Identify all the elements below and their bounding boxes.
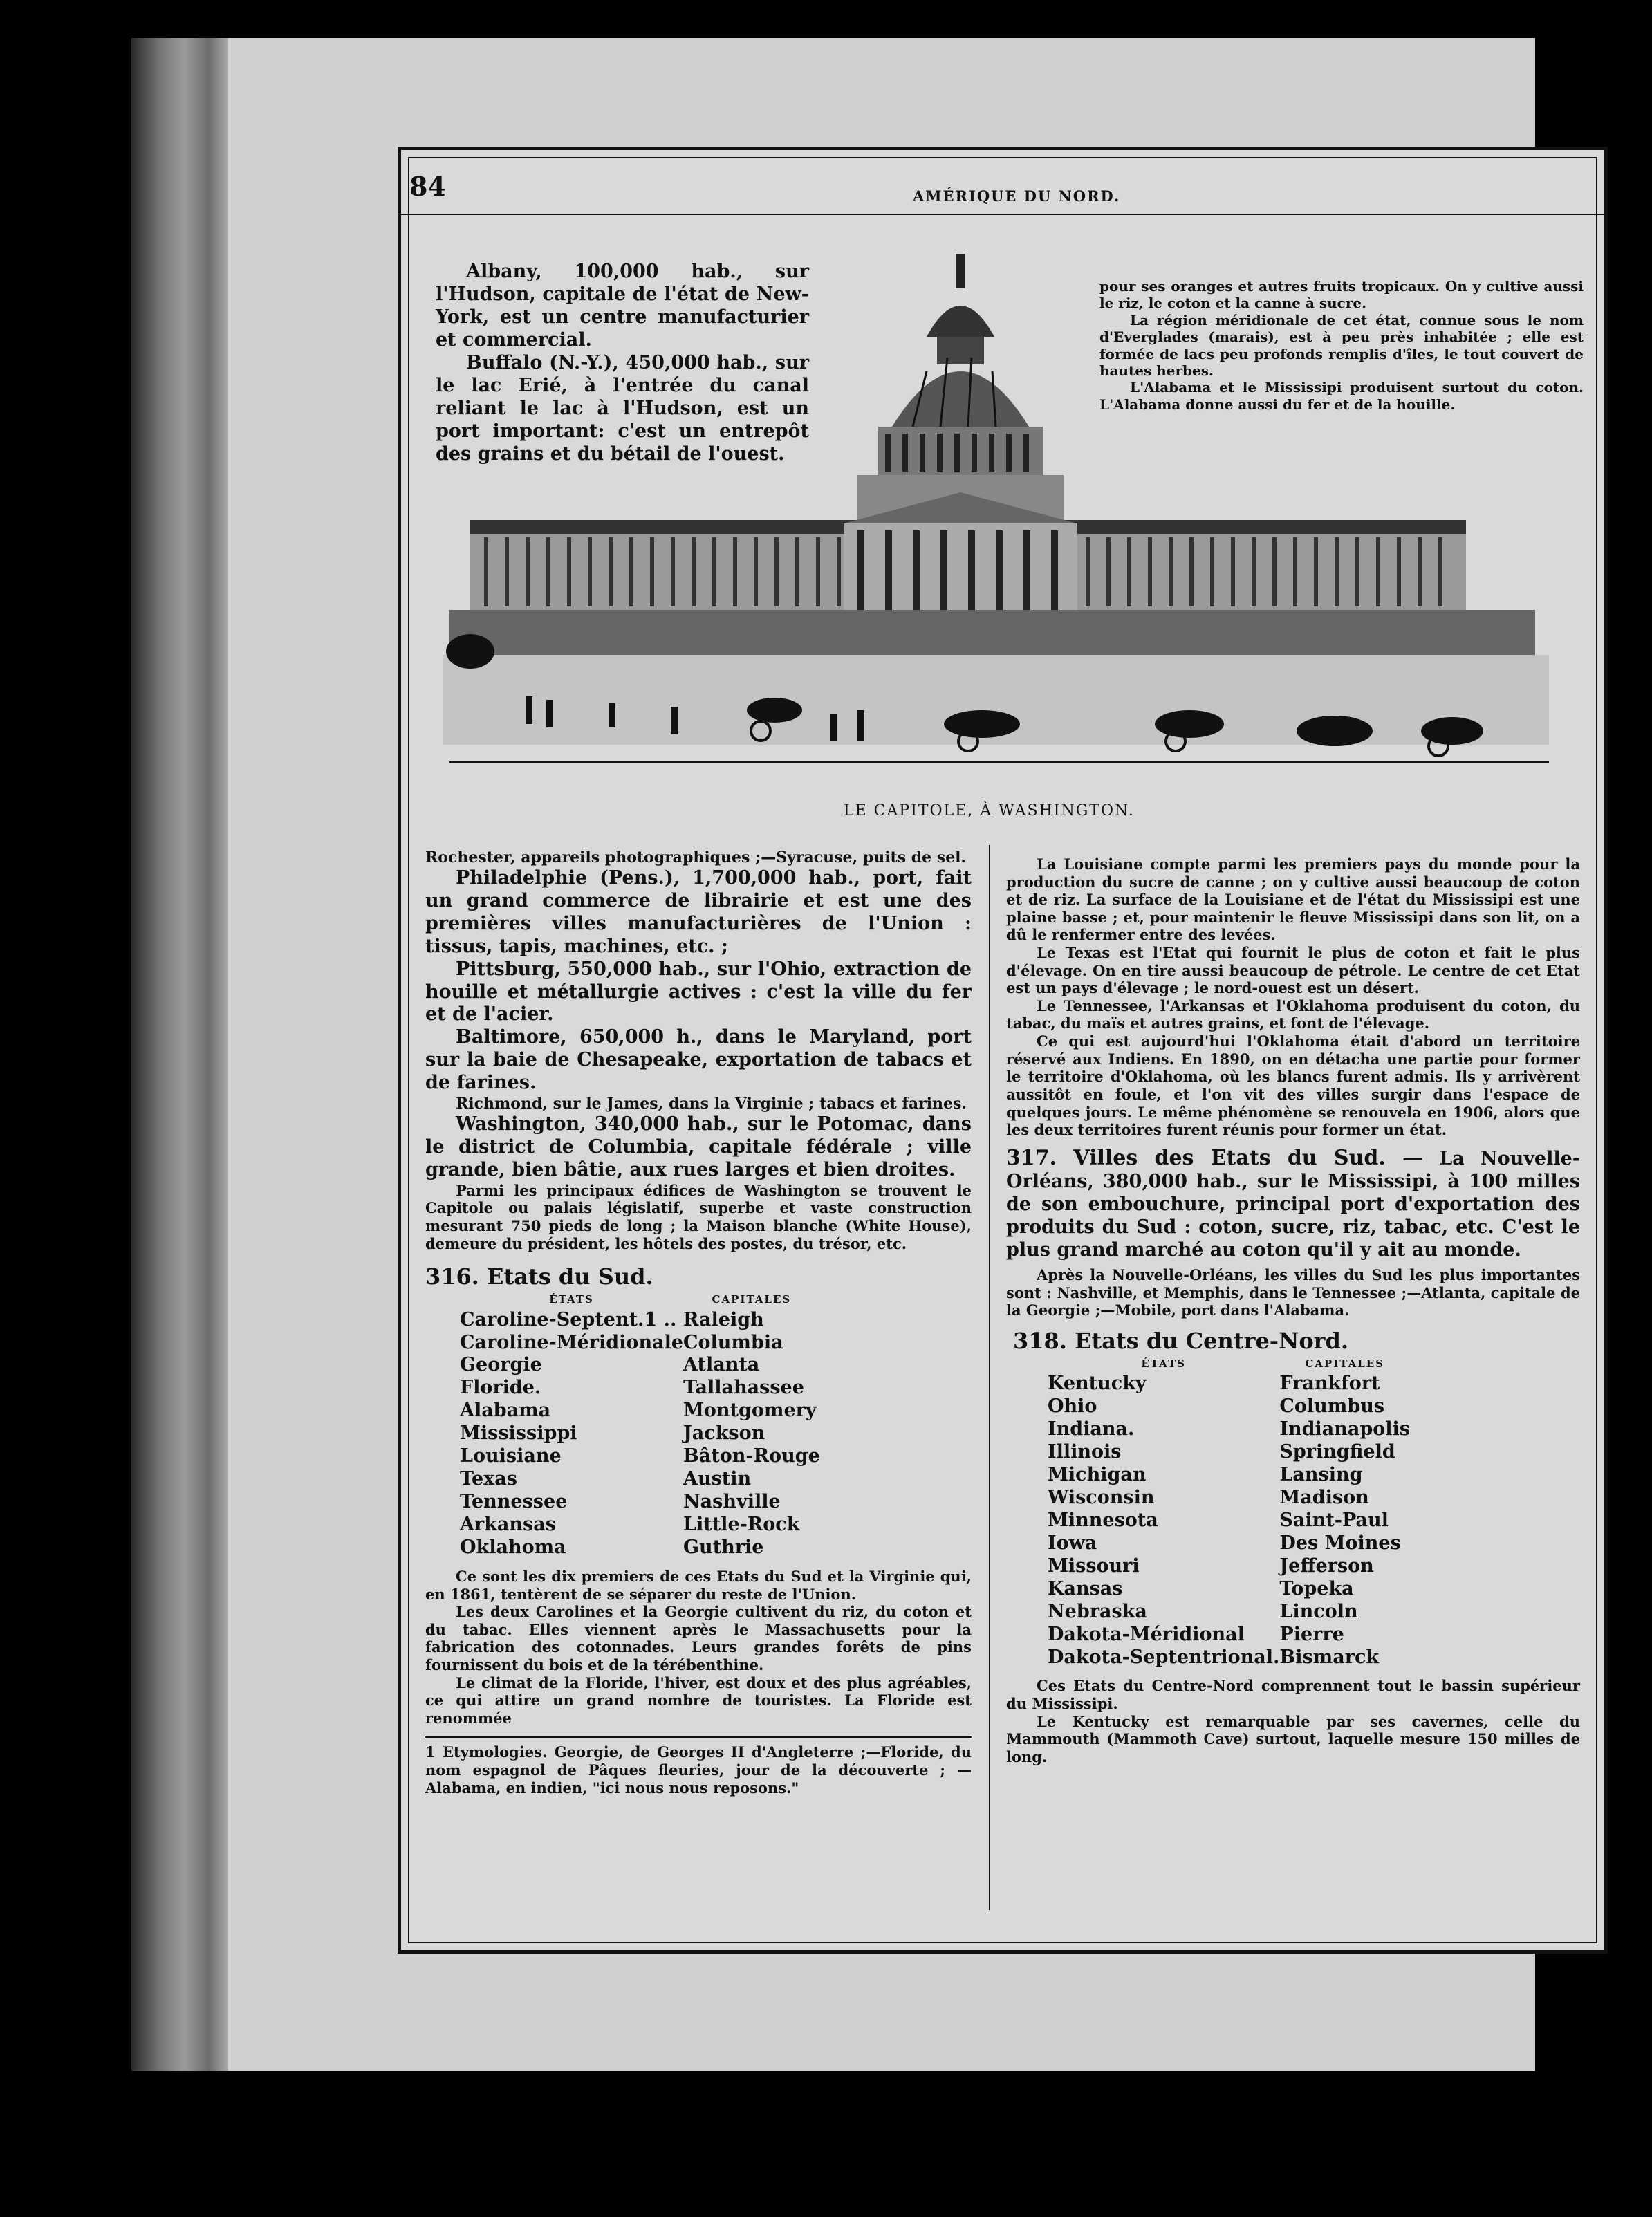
table-row: Alabama Montgomery xyxy=(460,1400,817,1422)
paragraph: Richmond, sur le James, dans la Virginie ; tabacs et farines. xyxy=(456,1095,967,1113)
footnote-rule xyxy=(425,1736,972,1738)
paragraph: Rochester, appareils photographiques ;—Syracuse, puits de sel. xyxy=(425,848,967,866)
table-row: Kansas Topeka xyxy=(1048,1577,1354,1599)
states-table-centre-north xyxy=(1048,1355,1410,1669)
running-head: AMÉRIQUE DU NORD. xyxy=(913,187,1121,205)
table-row: Texas Austin xyxy=(460,1468,752,1490)
section-317-text: La Nouvelle-Orléans, 380,000 hab., sur le Mississipi, à 100 milles de son embouchure, principal port d'exportation des produits du Sud : coton, sucre, riz, tabac, etc. C'est le plus grand marché au coton qu'il y ait au monde. xyxy=(1006,1147,1580,1261)
paragraph: pour ses oranges et autres fruits tropicaux. On y cultive aussi le riz, le coton et la canne à sucre. xyxy=(1099,278,1584,312)
paragraph: L'Alabama et le Mississipi produisent surtout du coton. L'Alabama donne aussi du fer et de la houille. xyxy=(1099,379,1584,413)
table-row: Arkansas Little-Rock xyxy=(460,1514,800,1536)
paragraph: Parmi les principaux édifices de Washington se trouvent le Capitole ou palais législatif, superbe et vaste construction mesurant 750 pieds de long ; la Maison blanche (White House), demeure du président, les hôtels des postes, du trésor, etc. xyxy=(425,1181,972,1252)
table-row: Louisiane Bâton-Rouge xyxy=(460,1445,820,1467)
section-heading-317: 317. Villes des Etats du Sud. — xyxy=(1006,1145,1424,1170)
column-divider xyxy=(989,845,990,1910)
page-frame xyxy=(398,147,1608,1954)
table-header: CAPITALES xyxy=(712,1293,792,1306)
table-row: Caroline-Septent.1 .. Raleigh xyxy=(460,1308,764,1330)
table-row: Indiana. Indianapolis xyxy=(1048,1418,1411,1440)
section-317 xyxy=(1006,1146,1580,1262)
states-table-south xyxy=(460,1290,820,1559)
table-row: Michigan Lansing xyxy=(1048,1464,1363,1485)
table-row: Caroline-Méridionale Columbia xyxy=(460,1331,783,1353)
footnote: 1 Etymologies. Georgie, de Georges II d'Angleterre ;—Floride, du nom espagnol de Pâques fleuries, jour de la découverte ; — Alabama, en indien, "ici nous nous reposons." xyxy=(425,1743,972,1797)
paragraph: Le climat de la Floride, l'hiver, est doux et des plus agréables, ce qui attire un grand nombre de touristes. La Floride est renommée xyxy=(425,1673,972,1727)
section-heading-316: 316. Etats du Sud. xyxy=(425,1263,653,1290)
paragraph: Pittsburg, 550,000 hab., sur l'Ohio, extraction de houille et métallurgie actives : c'est la ville du fer et de l'acier. xyxy=(425,958,972,1026)
paragraph: Washington, 340,000 hab., sur le Potomac, dans le district de Columbia, capitale fédérale ; ville grande, bien bâtie, aux rues larges et bien droites. xyxy=(425,1113,972,1180)
paragraph: La Louisiane compte parmi les premiers pays du monde pour la production du sucre de canne ; on y cultive aussi beaucoup de coton et de riz. La surface de la Louisiane et de l'état du Mississipi est une plaine basse ; et, pour maintenir le fleuve Mississipi dans son lit, on a dû le renfermer entre des levées. xyxy=(1006,855,1580,944)
paragraph: Le Kentucky est remarquable par ses cavernes, celle du Mammouth (Mammoth Cave) surtout, laquelle mesure 150 milles de long. xyxy=(1006,1712,1580,1765)
left-column xyxy=(425,848,972,1797)
table-row: Dakota-Septentrional. Bismarck xyxy=(1048,1646,1380,1668)
table-row: Tennessee Nashville xyxy=(460,1491,781,1513)
paragraph: Ces Etats du Centre-Nord comprennent tout le bassin supérieur du Mississipi. xyxy=(1006,1677,1580,1713)
table-row: Iowa Des Moines xyxy=(1048,1532,1401,1554)
paragraph: Ce sont les dix premiers de ces Etats du Sud et la Virginie qui, en 1861, tentèrent de se séparer du reste de l'Union. xyxy=(425,1567,972,1603)
paragraph: Le Texas est l'Etat qui fournit le plus de coton et fait le plus d'élevage. On en tire aussi beaucoup de pétrole. Le centre de cet Etat est un pays d'élevage ; le nord-ouest est un désert. xyxy=(1006,944,1580,997)
table-row: Illinois Springfield xyxy=(1048,1441,1395,1463)
table-row: Nebraska Lincoln xyxy=(1048,1600,1358,1622)
table-row: Missouri Jefferson xyxy=(1048,1555,1374,1577)
paragraph: Les deux Carolines et la Georgie cultivent du riz, du coton et du tabac. Elles viennent après le Massachusetts pour la fabrication des cotonnades. Leurs grandes forêts de pins fournissent du bois et de la térébenthine. xyxy=(425,1603,972,1673)
table-row: Ohio Columbus xyxy=(1048,1395,1385,1418)
paragraph: Albany, 100,000 hab., sur l'Hudson, capitale de l'état de New-York, est un centre manufacturier et commercial. xyxy=(436,261,809,351)
page-number: 84 xyxy=(409,171,446,202)
header-rule xyxy=(401,214,1604,215)
table-row: Floride. Tallahassee xyxy=(460,1377,804,1399)
table-row: Georgie Atlanta xyxy=(460,1354,760,1376)
paragraph: Baltimore, 650,000 h., dans le Maryland, port sur la baie de Chesapeake, exportation de tabacs et de farines. xyxy=(425,1026,972,1094)
table-row: Kentucky Frankfort xyxy=(1048,1373,1380,1395)
table-row: Minnesota Saint-Paul xyxy=(1048,1509,1389,1531)
paragraph: La région méridionale de cet état, connue sous le nom d'Everglades (marais), est à peu près inhabitée ; elle est formée de lacs peu profonds remplis d'îles, le tout couvert de hautes herbes. xyxy=(1099,311,1584,379)
table-header: CAPITALES xyxy=(1305,1357,1385,1370)
capitol-engraving-icon xyxy=(443,254,1549,793)
section-heading-318: 318. Etats du Centre-Nord. xyxy=(1013,1327,1349,1354)
right-column xyxy=(1006,855,1580,1765)
book-spine xyxy=(131,38,228,2071)
illustration-caption: LE CAPITOLE, À WASHINGTON. xyxy=(844,802,1135,819)
table-row: Dakota-Méridional Pierre xyxy=(1048,1623,1344,1645)
paragraph: Buffalo (N.-Y.), 450,000 hab., sur le lac Erié, à l'entrée du canal reliant le lac à l'Hudson, est un port important: c'est un entrepôt des grains et du bétail de l'ouest. xyxy=(436,351,809,465)
paragraph: Le Tennessee, l'Arkansas et l'Oklahoma produisent du coton, du tabac, du maïs et autres grains, et font de l'élevage. xyxy=(1006,996,1580,1032)
table-row: Mississippi Jackson xyxy=(460,1422,765,1445)
table-row: Wisconsin Madison xyxy=(1048,1486,1369,1508)
table-row: Oklahoma Guthrie xyxy=(460,1536,764,1558)
table-header: ÉTATS xyxy=(549,1293,594,1306)
paragraph: Après la Nouvelle-Orléans, les villes du Sud les plus importantes sont : Nashville, et Memphis, dans le Tennessee ;—Atlanta, capitale de la Georgie ;—Mobile, port dans l'Alabama. xyxy=(1006,1266,1580,1319)
paragraph: Ce qui est aujourd'hui l'Oklahoma était d'abord un territoire réservé aux Indiens. En 1890, on en détacha une partie pour former le territoire d'Oklahoma, où les blancs furent admis. Ils y arrivèrent aussitôt en foule, et l'on vit des villes surgir dans l'espace de quelques jours. Le même phénomène se renouvela en 1906, alors que les deux territoires furent réunis pour former un état. xyxy=(1006,1032,1580,1139)
table-header: ÉTATS xyxy=(1141,1357,1186,1370)
paragraph: Philadelphie (Pens.), 1,700,000 hab., port, fait un grand commerce de librairie et est une des premières villes manufacturières de l'Union : tissus, tapis, machines, etc. ; xyxy=(425,866,972,957)
